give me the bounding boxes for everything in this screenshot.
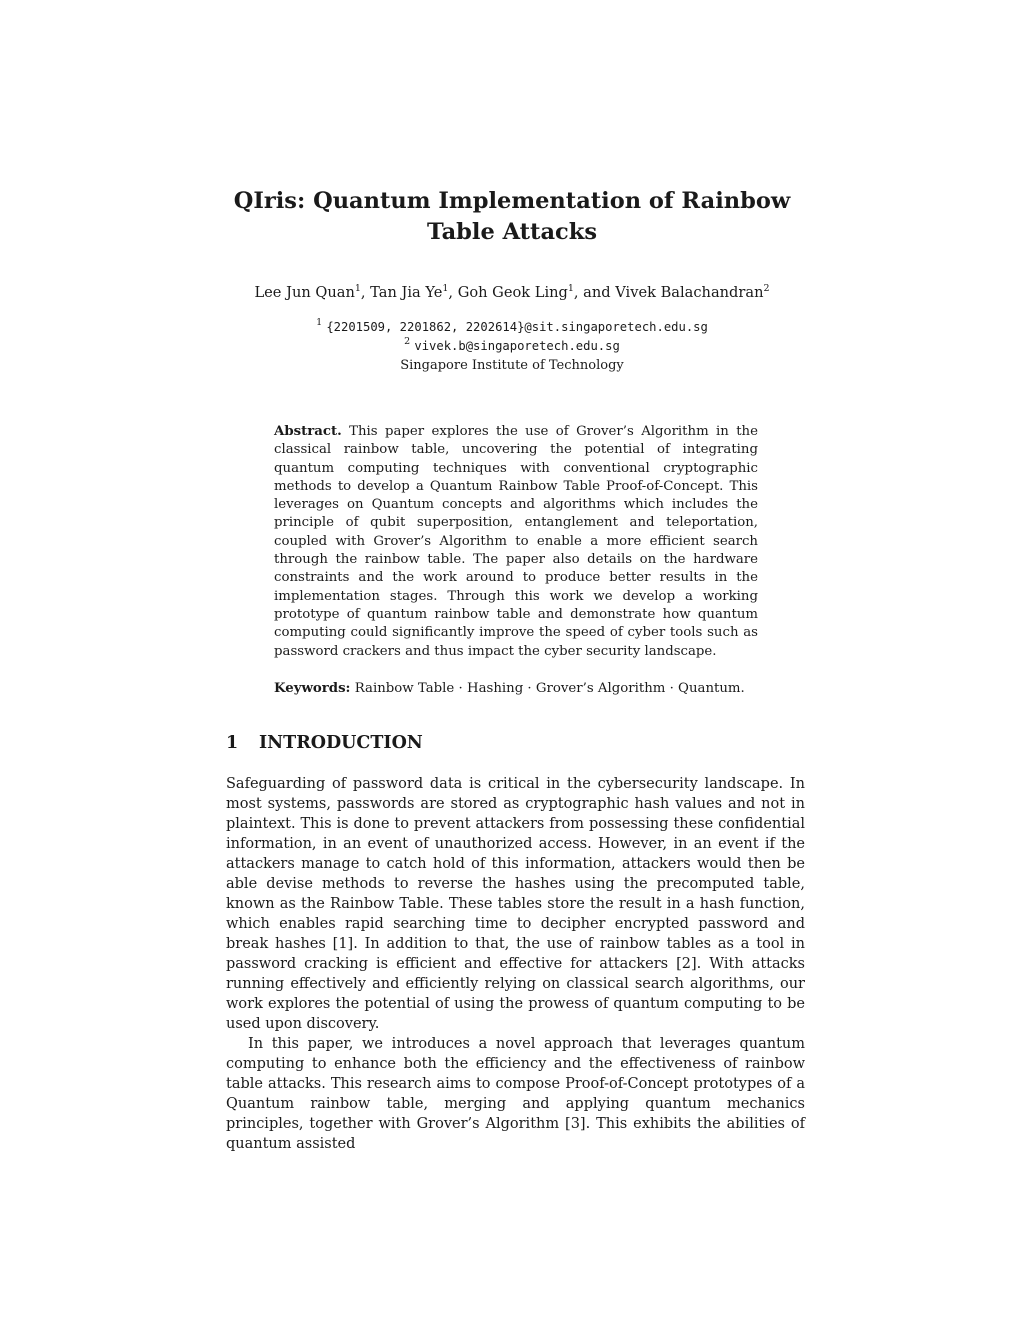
affiliation-mark: 1 (316, 317, 323, 328)
affiliation-mark: 1 (442, 283, 449, 294)
author-separator: , (448, 284, 458, 301)
affiliation-email: vivek.b@singaporetech.edu.sg (414, 339, 620, 353)
section-heading (226, 731, 806, 755)
keywords (274, 680, 758, 698)
section-number: 1 (226, 733, 239, 753)
affiliation-email: {2201509, 2201862, 2202614}@sit.singaporetech.edu.sg (326, 320, 708, 334)
affiliation-line (140, 318, 884, 337)
institution-name: Singapore Institute of Technology (400, 358, 624, 373)
keywords-text: Rainbow Table · Hashing · Grover’s Algorithm · Quantum. (354, 681, 745, 696)
affiliation-mark: 1 (567, 283, 574, 294)
affiliation-mark: 2 (404, 336, 411, 347)
paragraph: In this paper, we introduces a novel approach that leverages quantum computing to enhance both the efficiency and the effectiveness of rainbow table attacks. This research aims to compose Proof-of-Concept prototypes of a Quantum rainbow table, merging and applying quantum mechanics principles, together with Grover’s Algorithm [3]. This exhibits the abilities of quantum assisted (226, 1036, 805, 1152)
affiliation-line (140, 337, 884, 356)
abstract-text: This paper explores the use of Grover’s Algorithm in the classical rainbow table, uncovering the potential of integrating quantum computing techniques with conventional cryptographic methods to develop a Quantum Rainbow Table Proof-of-Concept. This leverages on Quantum concepts and algorithms which includes the principle of qubit superposition, entanglement and teleportation, coupled with Grover’s Algorithm to enable a more efficient search through the rainbow table. The paper also details on the hardware constraints and the work around to produce better results in the implementation stages. Through this work we develop a working prototype of quantum rainbow table and demonstrate how quantum computing could significantly improve the speed of cyber tools such as password crackers and thus impact the cyber security landscape. (274, 424, 758, 659)
section-title: INTRODUCTION (259, 733, 423, 753)
abstract (274, 423, 758, 661)
section-body (226, 774, 805, 1154)
paragraph: Safeguarding of password data is critical in the cybersecurity landscape. In most systems, passwords are stored as cryptographic hash values and not in plaintext. This is done to prevent attackers from possessing these confidential information, in an event of unauthorized access. However, in an event if the attackers manage to catch hold of this information, attackers would then be able devise methods to reverse the hashes using the precomputed table, known as the Rainbow Table. These tables store the result in a hash function, which enables rapid searching time to decipher encrypted password and break hashes [1]. In addition to that, the use of rainbow tables as a tool in password cracking is efficient and effective for attackers [2]. With attacks running effectively and efficiently relying on classical search algorithms, our work explores the potential of using the prowess of quantum computing to be used upon discovery. (226, 776, 805, 1032)
keywords-label: Keywords: (274, 681, 351, 696)
affiliation-mark: 2 (763, 283, 770, 294)
author-list (140, 283, 884, 303)
author-name: Lee Jun Quan (254, 284, 355, 301)
affiliation-mark: 1 (354, 283, 361, 294)
paper-title: QIris: Quantum Implementation of Rainbow Table Attacks (233, 188, 791, 245)
author-separator: , (360, 284, 371, 301)
author-name: Vivek Balachandran (615, 284, 764, 301)
author-name: Tan Jia Ye (370, 284, 443, 301)
author-name: Goh Geok Ling (457, 284, 568, 301)
author-separator: , and (573, 284, 616, 301)
affiliation-block (140, 318, 884, 375)
abstract-label: Abstract. (274, 424, 342, 439)
